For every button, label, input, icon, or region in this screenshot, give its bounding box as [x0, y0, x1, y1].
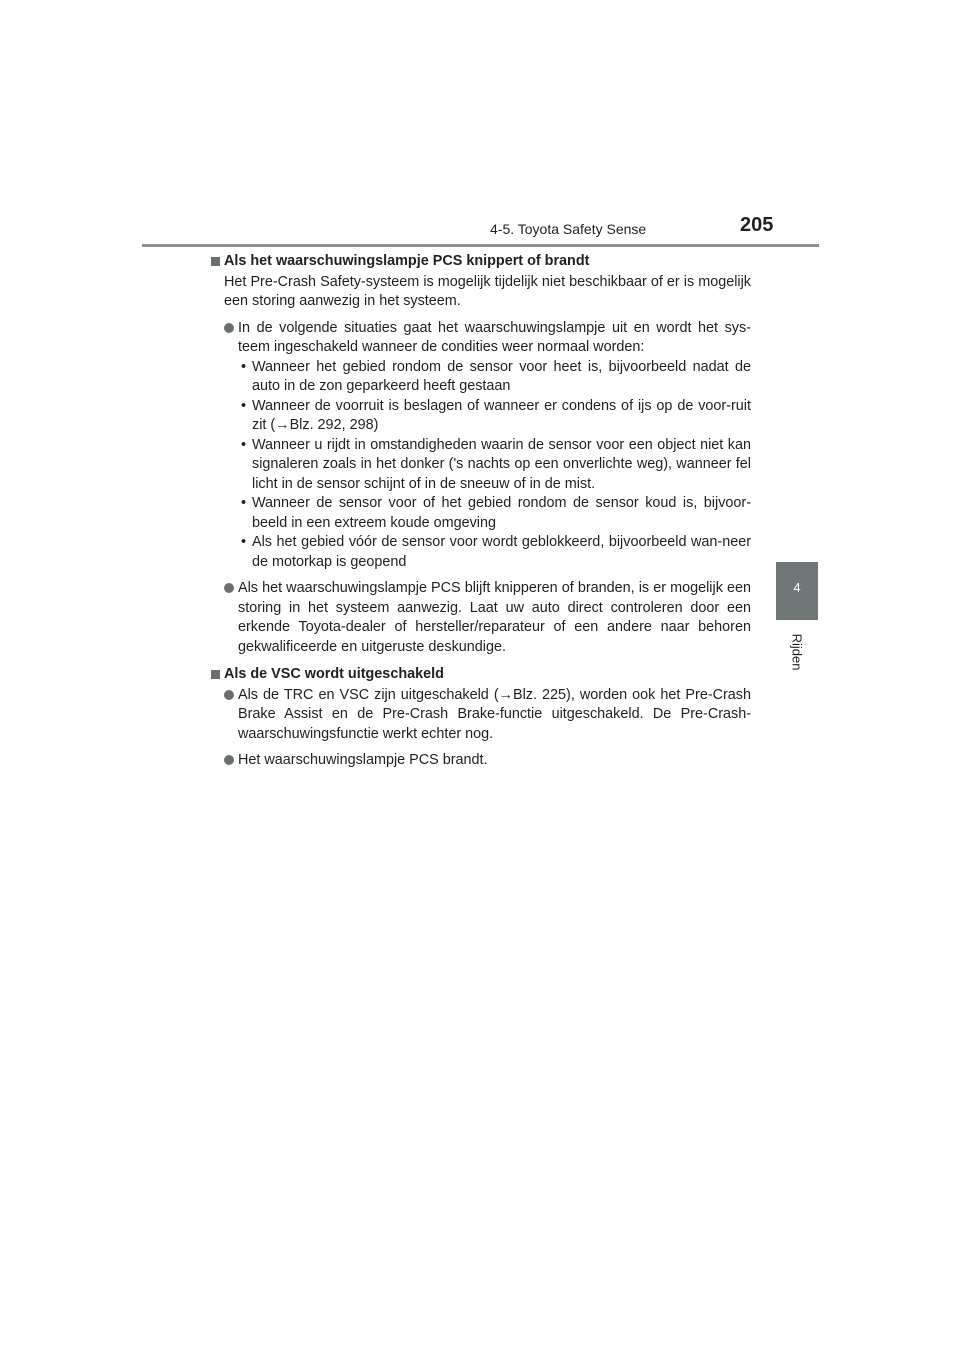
sub-list-item-text: Als het gebied vóór de sensor voor wordt geblokkeerd, bijvoorbeeld wan-neer de motorkap is geopend — [252, 534, 751, 570]
chapter-number: 4 — [793, 580, 801, 595]
list-item-text: Als de TRC en VSC zijn uitgeschakeld (→Blz. 225), worden ook het Pre-Crash Brake Assist en de Pre-Crash Brake-functie uitgeschakeld. De Pre-Crash-waarschuwingsfunctie werkt echter nog. — [238, 686, 751, 742]
header-divider — [142, 244, 819, 247]
chapter-label: Rijden — [789, 633, 805, 671]
sub-list-item — [211, 436, 751, 495]
list-item — [211, 579, 751, 657]
circle-bullet-icon — [224, 690, 234, 700]
list-item — [211, 319, 751, 573]
page-content — [211, 252, 751, 778]
page-number: 205 — [740, 214, 774, 236]
sub-list-item-text: Wanneer u rijdt in omstandigheden waarin de sensor voor een object niet kan signaleren zoals in het donker ('s nachts op een onverlichte weg), wanneer fel licht in de sensor schijnt of in de sneeuw of in de mist. — [252, 436, 751, 492]
section-heading — [211, 665, 751, 685]
dot-bullet-icon: • — [241, 397, 247, 414]
list-item-text: In de volgende situaties gaat het waarschuwingslampje uit en wordt het sys-teem ingeschakeld wanneer de condities weer normaal worden: — [238, 319, 751, 355]
chapter-tab — [776, 562, 818, 620]
sub-list-item — [211, 397, 751, 436]
sub-list-item — [211, 533, 751, 572]
list-item — [211, 686, 751, 745]
section-heading-text: Als de VSC wordt uitgeschakeld — [224, 666, 444, 682]
sub-list-item — [211, 494, 751, 533]
section-heading-text: Als het waarschuwingslampje PCS knippert of brandt — [224, 253, 590, 269]
circle-bullet-icon — [224, 583, 234, 593]
sub-list-item-text: Wanneer het gebied rondom de sensor voor heet is, bijvoorbeeld nadat de auto in de zon geparkeerd heeft gestaan — [252, 358, 751, 394]
list-item-text: Het waarschuwingslampje PCS brandt. — [238, 752, 488, 768]
dot-bullet-icon: • — [241, 534, 247, 550]
section-intro: Het Pre-Crash Safety-systeem is mogelijk tijdelijk niet beschikbaar of er is mogelijk een storing aanwezig in het systeem. — [224, 273, 751, 309]
square-bullet-icon — [211, 670, 220, 679]
section-pcs-warning — [211, 252, 751, 657]
section-heading — [211, 252, 751, 272]
circle-bullet-icon — [224, 755, 234, 765]
sub-list-item-text: Wanneer de sensor voor of het gebied rondom de sensor koud is, bijvoor-beeld in een extreem koude omgeving — [252, 495, 751, 531]
sub-list-item — [211, 358, 751, 397]
list-item — [211, 751, 751, 771]
section-vsc-off — [211, 665, 751, 771]
list-item-text: Als het waarschuwingslampje PCS blijft knipperen of branden, is er mogelijk een storing in het systeem aanwezig. Laat uw auto direct controleren door een erkende Toyota-dealer of hersteller/reparateur of een andere naar behoren gekwalificeerde en uitgeruste deskundige. — [238, 580, 751, 655]
sub-list-item-text: Wanneer de voorruit is beslagen of wanneer er condens of ijs op de voor-ruit zit (→Blz. 292, 298) — [252, 397, 751, 433]
header-section-title: 4-5. Toyota Safety Sense — [490, 221, 647, 237]
square-bullet-icon — [211, 257, 220, 266]
sub-list — [211, 358, 751, 573]
circle-bullet-icon — [224, 323, 234, 333]
dot-bullet-icon: • — [241, 358, 247, 375]
dot-bullet-icon: • — [241, 495, 247, 511]
dot-bullet-icon: • — [241, 436, 247, 453]
